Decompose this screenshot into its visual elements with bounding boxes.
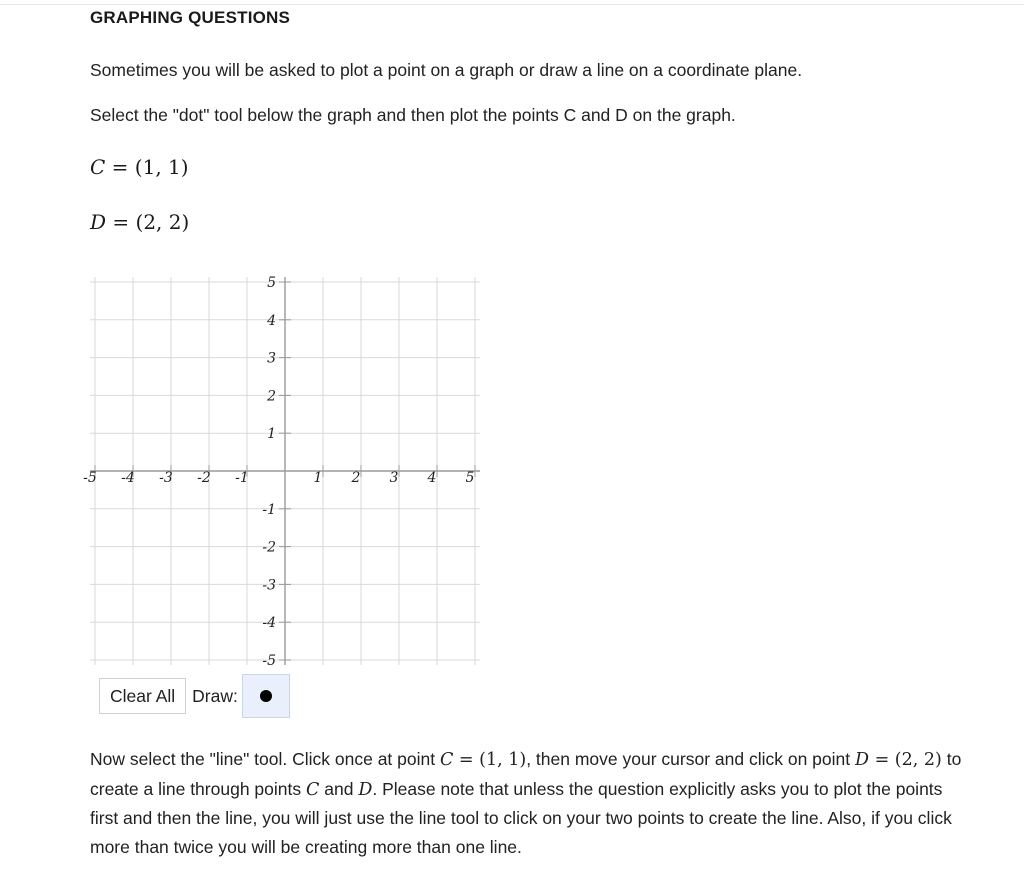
clear-all-button[interactable]: Clear All [99,678,186,714]
instr-c-eq: = (1, 1) [453,750,527,770]
line-tool-instructions [90,745,970,861]
instr-text-5: . Please note that unless the question explicitly asks you to plot the points first and then the line, you will just use the line tool to click on your two points to create the line. Also, if you click more than twice you will be creating more than one line. [90,778,952,857]
point-d-var: D [90,210,107,234]
point-c-var: C [90,155,106,179]
x-tick-label: -4 [121,470,135,486]
instr-c-var: C [439,750,454,770]
x-tick-label: -5 [83,470,97,486]
y-tick-label: -5 [262,653,276,669]
point-c-eq: = (1, 1) [105,155,189,179]
x-tick-label: 1 [313,470,323,486]
instr-text-2: , then move your cursor and click on point [526,749,855,769]
x-tick-label: -1 [235,470,249,486]
draw-label: Draw: [192,685,238,706]
point-d-eq: = (2, 2) [106,210,190,234]
instr-text-1: Now select the "line" tool. Click once at point [90,749,440,769]
y-tick-label: 5 [267,275,276,291]
x-tick-label: 2 [351,470,361,486]
y-tick-label: 1 [267,426,276,443]
x-tick-label: 4 [427,470,437,486]
x-tick-label: 5 [465,470,475,486]
instr-d-var: D [854,750,870,770]
intro-line-2: Select the "dot" tool below the graph and then plot the points C and D on the graph. [90,105,736,125]
y-tick-label: -3 [262,577,276,594]
y-tick-label: 4 [267,312,276,329]
instr-c2-var: C [305,779,320,800]
y-tick-label: 2 [267,388,276,405]
instr-d2-var: D [358,779,373,800]
page-title: GRAPHING QUESTIONS [90,8,291,27]
y-tick-label: -2 [262,539,276,556]
instr-text-4: and [319,778,359,799]
y-tick-label: -1 [262,501,276,518]
y-tick-label: -4 [262,615,276,632]
dot-tool-button[interactable] [242,674,290,718]
x-tick-label: -3 [159,470,173,486]
x-tick-label: -2 [197,470,211,486]
intro-line-1: Sometimes you will be asked to plot a point on a graph or draw a line on a coordinate plane. [90,60,803,80]
x-tick-label: 3 [389,470,399,486]
dot-icon [260,690,272,702]
graph-toolbar [99,676,290,720]
instr-text-3: to create a line through points [90,749,962,799]
y-tick-label: 3 [267,350,276,367]
instr-d-eq: = (2, 2) [869,750,942,770]
